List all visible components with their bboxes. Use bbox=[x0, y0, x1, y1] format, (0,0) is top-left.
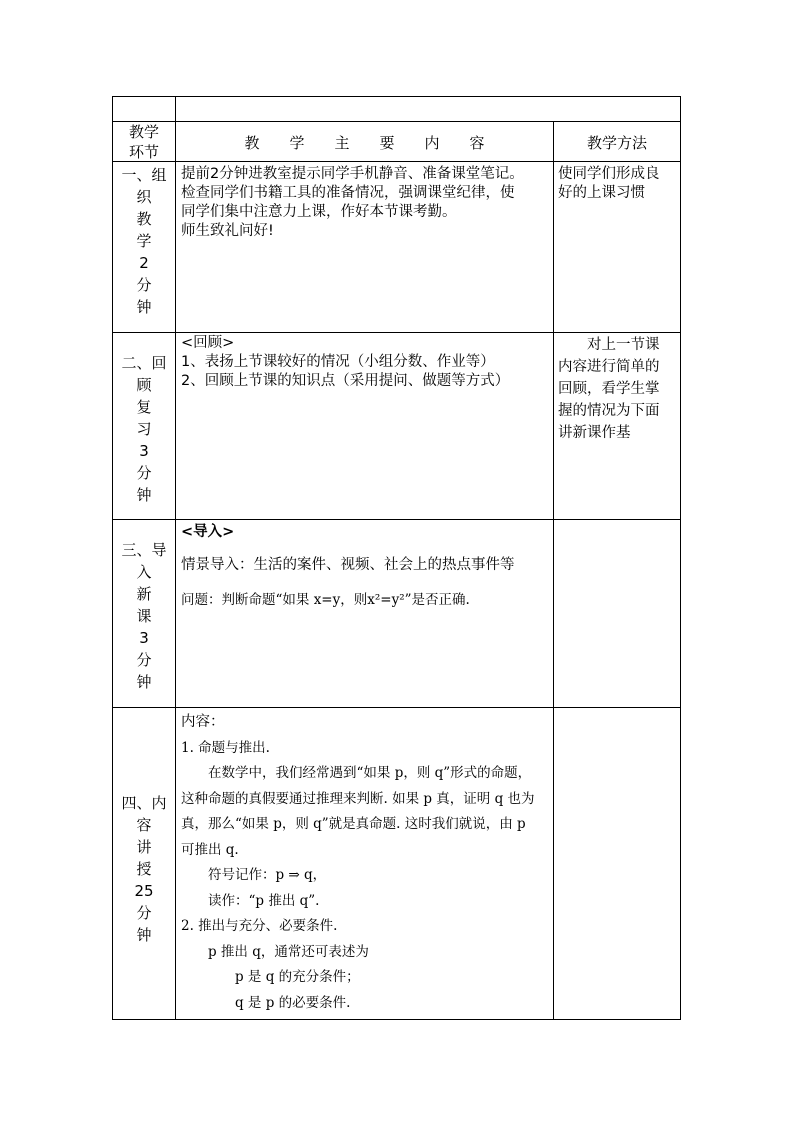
header-method: 教学方法 bbox=[586, 134, 647, 152]
content-line: <回顾> bbox=[181, 335, 235, 351]
content-heading: <导入> bbox=[181, 524, 235, 540]
content-line: 2. 推出与充分、必要条件. bbox=[181, 918, 338, 934]
method-organize: 使同学们形成良 好的上课习惯 bbox=[558, 166, 660, 201]
table-border-top bbox=[112, 96, 681, 97]
content-line: 问题：判断命题“如果 x=y，则x²=y²”是否正确. bbox=[181, 592, 470, 608]
stage-introduce: 三、导 入 新 课 3 分 钟 bbox=[121, 541, 167, 691]
row-divider bbox=[112, 519, 681, 520]
row-divider bbox=[112, 121, 681, 122]
content-teach bbox=[181, 710, 551, 1016]
header-content: 教 学 主 要 内 容 bbox=[244, 134, 485, 152]
content-line: 检查同学们书籍工具的准备情况，强调课堂纪律，使 bbox=[181, 185, 515, 201]
content-line: 师生致礼问好! bbox=[181, 223, 274, 239]
content-line: 内容： bbox=[181, 714, 225, 730]
row-divider bbox=[112, 161, 681, 162]
stage-review: 二、回 顾 复 习 3 分 钟 bbox=[121, 354, 167, 504]
table-border-right bbox=[680, 96, 681, 1020]
content-line: 在数学中，我们经常遇到“如果 p，则 q”形式的命题， bbox=[181, 765, 532, 781]
content-review bbox=[181, 334, 551, 391]
stage-teach: 四、内 容 讲 授 25 分 钟 bbox=[121, 794, 167, 944]
content-line: 提前2分钟进教室提示同学手机静音、准备课堂笔记。 bbox=[181, 166, 524, 182]
content-line: 可推出 q. bbox=[181, 841, 239, 858]
row-divider bbox=[112, 332, 681, 333]
content-line: 2、回顾上节课的知识点（采用提问、做题等方式） bbox=[181, 373, 510, 389]
method-review: 对上一节课 内容进行简单的 回顾，看学生掌 握的情况为下面 讲新课作基 bbox=[558, 337, 660, 441]
col-divider bbox=[175, 96, 176, 1020]
content-organize bbox=[181, 165, 551, 241]
lesson-plan-table bbox=[112, 96, 681, 1020]
row-divider bbox=[112, 707, 681, 708]
header-stage: 教学 环节 bbox=[128, 123, 159, 161]
content-line: 读作：“p 推出 q”. bbox=[181, 892, 320, 909]
stage-organize: 一、组 织 教 学 2 分 钟 bbox=[121, 166, 167, 316]
content-introduce bbox=[181, 523, 551, 610]
content-line: 符号记作：p ⇒ q， bbox=[181, 867, 327, 883]
content-line: p 是 q 的充分条件； bbox=[181, 969, 360, 985]
table-border-bottom bbox=[112, 1019, 681, 1020]
content-line: 真，那么“如果 p，则 q”就是真命题. 这时我们就说，由 p bbox=[181, 816, 526, 832]
content-line: 这种命题的真假要通过推理来判断. 如果 p 真，证明 q 也为 bbox=[181, 790, 535, 807]
content-line: p 推出 q，通常还可表述为 bbox=[181, 943, 369, 960]
content-line: 情景导入：生活的案件、视频、社会上的热点事件等 bbox=[181, 557, 515, 573]
content-line: 1. 命题与推出. bbox=[181, 739, 270, 756]
content-line: q 是 p 的必要条件. bbox=[181, 994, 351, 1011]
content-line: 同学们集中注意力上课，作好本节课考勤。 bbox=[181, 204, 457, 220]
content-line: 1、表扬上节课较好的情况（小组分数、作业等） bbox=[181, 354, 495, 370]
col-divider bbox=[553, 121, 554, 1020]
